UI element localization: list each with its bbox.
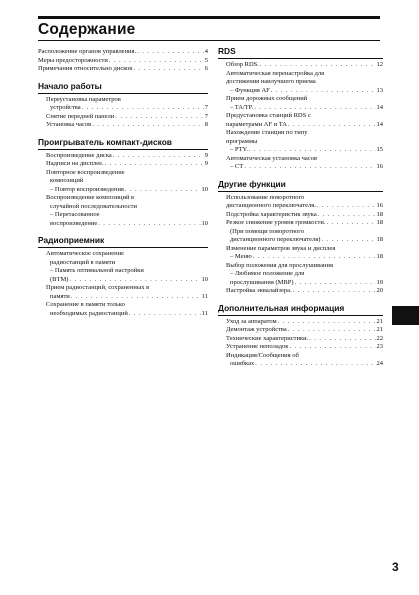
toc-entry: – Повтор воспроизведения . . . 10 (38, 186, 208, 195)
toc-entry: Устранение неполадок . . . 23 (218, 343, 383, 352)
toc-entry: Меры предосторожности . . . 5 (38, 57, 208, 66)
toc-entry: Уход за аппаратом . . . 21 (218, 318, 383, 327)
section-tab-marker (392, 306, 419, 325)
toc-entry: Воспроизведение композиций в (46, 194, 135, 201)
toc-entry: (При помощи поворотного (230, 227, 305, 235)
section-title-radio: Радиоприемник (38, 235, 208, 248)
toc-entry: достижения наилучшего приема (226, 78, 316, 85)
toc-entry: Автоматическая перенастройка для (226, 69, 325, 77)
toc-entry: Демонтаж устройства . . . 21 (218, 326, 383, 335)
toc-entry: Технические характеристики. . . . 22 (218, 335, 383, 344)
toc-entry: параметрами AF и TA . . . 14 (218, 121, 383, 130)
toc-entry: дистанционного переключателя) . . . 18 (218, 236, 383, 245)
page-title: Содержание (38, 21, 136, 38)
toc-entry: – Меню . . . 18 (218, 253, 383, 262)
toc-entry: Автоматическая установка часов (226, 154, 318, 162)
toc-entry: памяти . . . 11 (38, 293, 208, 302)
left-column (38, 46, 208, 318)
toc-entry: Снятие передней панели . . . 7 (38, 113, 208, 122)
section-title-rds: RDS (218, 46, 383, 59)
toc-entry: – CT . . . 16 (218, 163, 383, 172)
toc-entry: устройства . . . 7 (38, 104, 208, 113)
toc-entry: Резкое снижение уровня громкости. . . . 18 (218, 219, 383, 228)
title-rule (38, 40, 380, 41)
toc-entry: Повторное воспроизведение (46, 168, 125, 176)
toc-entry: радиостанций в памяти (50, 258, 116, 266)
toc-entry: Сохранение в памяти только (46, 301, 125, 308)
toc-entry: Индикация/Сообщения об (226, 351, 299, 359)
toc-entry: Прием радиостанций, сохраненных в (46, 284, 150, 291)
toc-entry: ошибках . . . 24 (218, 360, 383, 369)
toc-entry: случайной последовательности (50, 202, 137, 210)
toc-entry: – PTY. . . . 15 (218, 146, 383, 155)
toc-entry: Выбор положения для прослушивания (226, 261, 333, 269)
toc-entry: программы (226, 137, 258, 145)
toc-entry: – Любимое положение для (230, 270, 305, 277)
toc-entry: – Перетасованное (50, 211, 100, 218)
toc-entry: – TA/TP. . . . 14 (218, 104, 383, 113)
right-column (218, 46, 383, 369)
toc-entry: Использование поворотного (226, 193, 305, 201)
toc-entry: Воспроизведение диска . . . 9 (38, 152, 208, 161)
section-title-more: Дополнительная информация (218, 303, 383, 316)
section-title-start: Начало работы (38, 81, 208, 94)
toc-entry: Нахождение станции по типу (226, 129, 308, 136)
toc-entry: Предустановка станций RDS с (226, 112, 311, 119)
toc-entry: прослушивания (MBP) . . . 19 (218, 279, 383, 288)
toc-entry: Надписи на дисплее. . . . 9 (38, 160, 208, 169)
toc-entry: Автоматическое сохранение (46, 250, 125, 257)
toc-entry: Обзор RDS. . . . 12 (218, 61, 383, 70)
toc-entry: Расположение органов управления. . . . 4 (38, 48, 208, 57)
section-title-other: Другие функции (218, 179, 383, 192)
page-number: 3 (392, 560, 399, 574)
toc-entry: композиций (50, 177, 84, 184)
toc-entry: Примечания относительно дисков . . . 6 (38, 65, 208, 74)
toc-entry: Прием дорожных сообщений (226, 95, 308, 102)
intro-section (38, 48, 208, 74)
toc-entry: Установка часов . . . 8 (38, 121, 208, 130)
toc-entry: Подстройка характеристик звука . . . 18 (218, 211, 383, 220)
toc-entry: необходимых радиостанций . . . 11 (38, 310, 208, 319)
toc-entry: Изменение параметров звука и дисплея (226, 244, 336, 252)
toc-entry: воспроизведение . . . 10 (38, 220, 208, 229)
section-title-cd: Проигрыватель компакт-дисков (38, 137, 208, 150)
toc-entry: – Память оптимальной настройки (50, 267, 144, 274)
toc-entry: – Функция AF . . . 13 (218, 87, 383, 96)
toc-entry: дистанционного переключателя. . . . 16 (218, 202, 383, 211)
toc-entry: (BTM) . . . 10 (38, 276, 208, 285)
toc-entry: Переустановка параметров (46, 95, 121, 103)
toc-entry: Настройка эквалайзера. . . . 20 (218, 287, 383, 296)
top-rule (38, 16, 380, 19)
